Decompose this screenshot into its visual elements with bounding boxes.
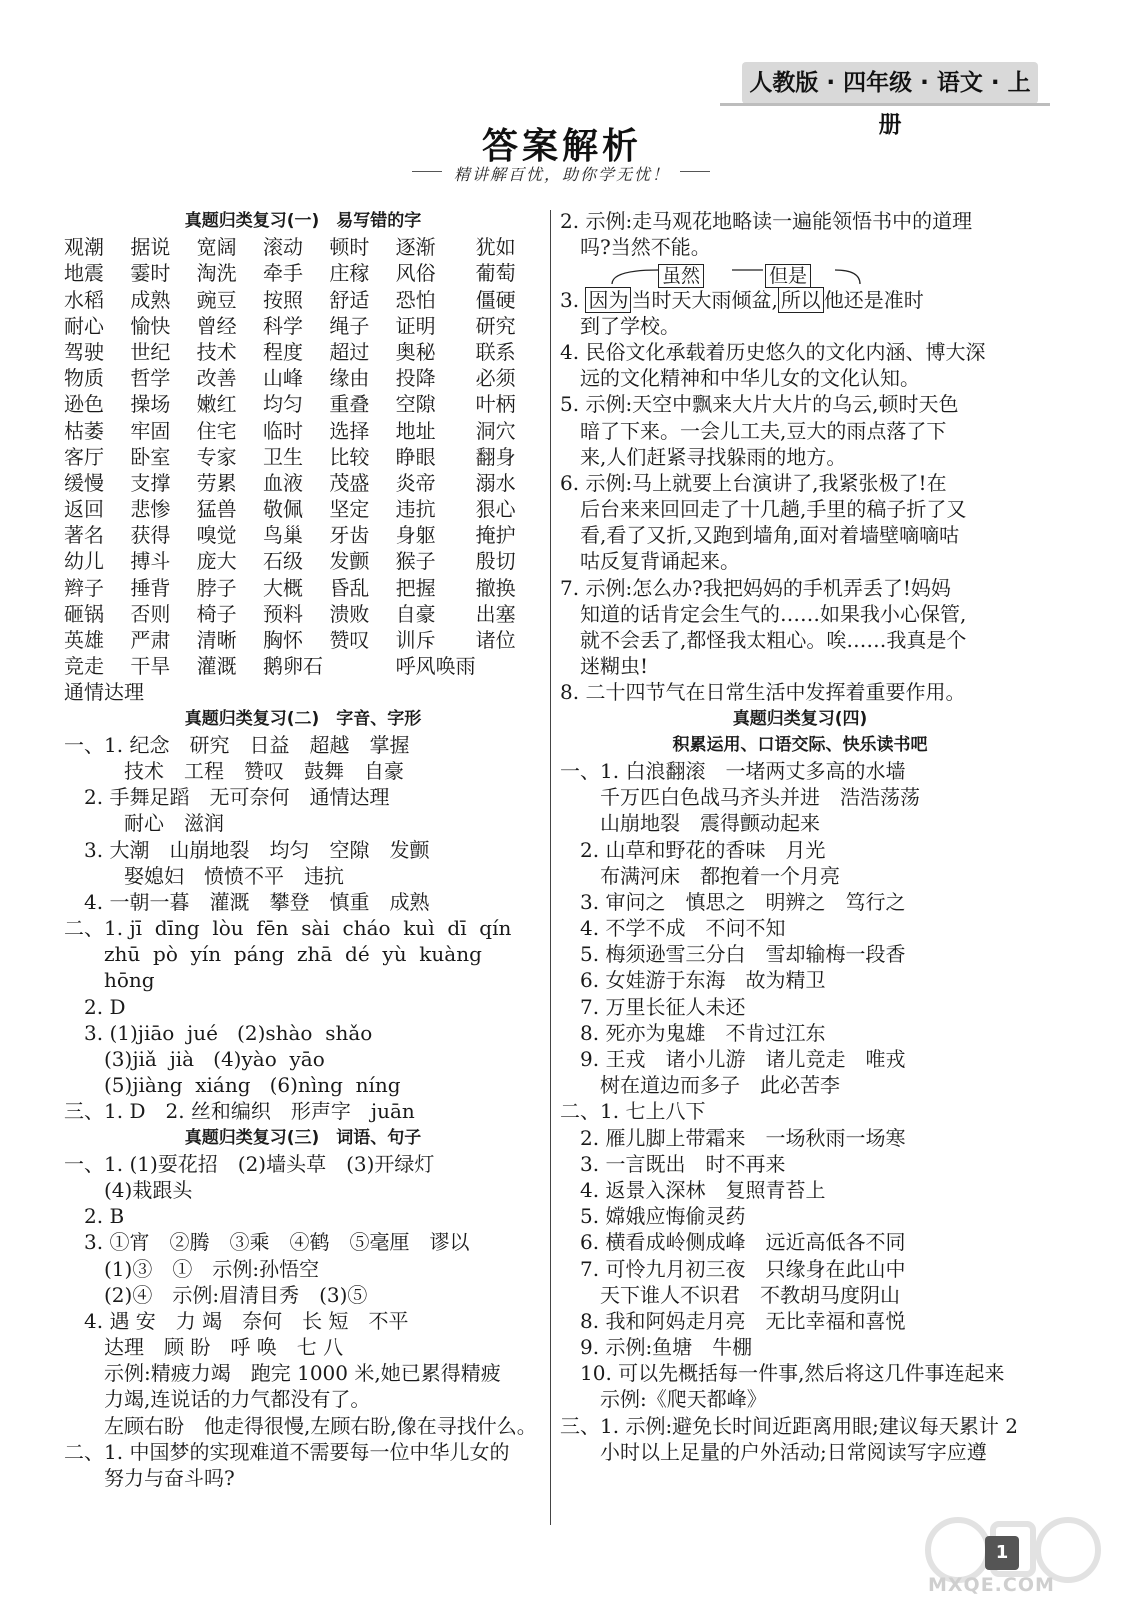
answer-line: 到了学校。	[560, 313, 680, 338]
answer-line: 4. 遇 安 力 竭 奈何 长 短 不平	[64, 1308, 409, 1333]
word-cell: 血液	[263, 470, 303, 495]
word-grid	[64, 234, 542, 679]
answer-line: 9. 示例:鱼塘 牛棚	[560, 1335, 753, 1360]
answer-line: 4. 不学不成 不问不知	[560, 916, 786, 941]
section-4-answers	[560, 758, 1040, 1465]
word-cell: 撤换	[475, 575, 516, 600]
answer-line: 2. 手舞足蹈 无可奈何 通情达理	[64, 785, 390, 810]
answer-line: 二、1. 七上八下	[560, 1099, 706, 1124]
left-column	[64, 208, 542, 1491]
word-cell: 成熟	[130, 287, 171, 312]
word-cell: 大概	[263, 575, 303, 600]
word-cell: 干旱	[130, 654, 171, 679]
word-cell: 耐心	[64, 313, 104, 338]
word-cell: 鹅卵石	[263, 654, 323, 679]
word-cell: 科学	[263, 313, 303, 338]
word-cell: 顿时	[329, 235, 370, 260]
word-cell: 程度	[263, 339, 303, 364]
word-cell: 比较	[329, 444, 370, 469]
conjunction-label-1: 虽然	[658, 264, 704, 288]
word-cell: 叶柄	[475, 392, 516, 417]
word-cell: 住宅	[196, 418, 237, 443]
word-cell: 犹如	[475, 235, 516, 260]
word-cell: 搏斗	[130, 549, 171, 574]
word-cell: 绳子	[329, 313, 370, 338]
section-heading-4: 真题归类复习(四)	[732, 708, 868, 729]
word-cell: 竞走	[64, 654, 104, 679]
page-title: 答案解析	[481, 126, 642, 167]
word-cell	[329, 653, 395, 679]
answer-line: 二、1. 中国梦的实现难道不需要每一位中华儿女的	[64, 1439, 510, 1464]
word-cell: 宽阔	[196, 235, 237, 260]
word-cell: 按照	[263, 287, 303, 312]
answer-line: 6. 女娃游于东海 故为精卫	[560, 968, 826, 993]
word-cell: 霎时	[130, 261, 171, 286]
word-cell: 僵硬	[475, 287, 516, 312]
word-cell: 呼风唤雨	[395, 654, 476, 679]
answer-line: 一、1. (1)耍花招 (2)墙头草 (3)开绿灯	[64, 1151, 435, 1176]
watermark-text: MXQE.COM	[928, 1574, 1055, 1596]
answer-line: 2. 雁儿脚上带霜来 一场秋雨一场寒	[560, 1125, 906, 1150]
word-cell: 获得	[130, 523, 171, 548]
word-cell: 临时	[263, 418, 303, 443]
word-cell: 脖子	[196, 575, 237, 600]
answer-line: 4. 返景入深林 复照青苔上	[560, 1177, 826, 1202]
answer-line: 3. 审问之 慎思之 明辨之 笃行之	[560, 889, 906, 914]
word-cell: 嫩红	[196, 392, 237, 417]
answer-line: 示例:《爬天都峰》	[560, 1387, 767, 1412]
word-cell: 发颤	[329, 549, 370, 574]
word-cell: 豌豆	[196, 287, 237, 312]
section-heading-4-subtitle: 积累运用、口语交际、快乐读书吧	[672, 734, 928, 755]
sentence-middle: 当时天大雨倾盆,	[631, 287, 778, 312]
word-cell: 清晰	[196, 628, 237, 652]
word-cell: 洞穴	[475, 418, 516, 443]
answer-line: (3)jiǎ jià (4)yào yāo	[64, 1047, 325, 1071]
word-cell: 椅子	[196, 601, 237, 626]
section-heading-3: 真题归类复习(三) 词语、句子	[184, 1127, 422, 1148]
answer-line: 6. 示例:马上就要上台演讲了,我紧张极了!在	[560, 470, 947, 495]
word-cell: 猴子	[395, 549, 436, 574]
word-cell: 愉快	[130, 313, 171, 338]
word-cell: 猛兽	[196, 497, 237, 522]
answer-line: 咕反复背诵起来。	[560, 549, 740, 574]
word-cell: 昏乱	[329, 575, 370, 600]
word-cell: 风俗	[395, 261, 436, 286]
word-cell: 重叠	[329, 392, 370, 417]
word-cell: 炎帝	[395, 470, 436, 495]
answer-line: 远的文化精神和中华儿女的文化认知。	[560, 366, 920, 391]
word-cell: 狠心	[475, 497, 516, 522]
word-cell: 捶背	[130, 575, 171, 600]
sentence-tail: 他还是准时	[823, 287, 924, 312]
word-cell: 证明	[395, 313, 436, 338]
header-rule	[720, 103, 1050, 106]
answer-line: 8. 我和阿妈走月亮 无比幸福和喜悦	[560, 1308, 906, 1333]
column-divider	[550, 210, 551, 1525]
answer-line: 布满河床 都抱着一个月亮	[560, 863, 840, 888]
answer-line: 2. 山草和野花的香味 月光	[560, 837, 826, 862]
word-cell: 石级	[263, 549, 303, 574]
word-cell: 枯萎	[64, 418, 104, 443]
conjunction-labels	[560, 260, 1040, 286]
word-cell: 溺水	[475, 470, 516, 495]
word-cell: 恐怕	[395, 287, 436, 312]
edition-tag: 人教版 · 四年级 · 语文 · 上册	[742, 62, 1038, 104]
word-cell: 专家	[196, 444, 237, 469]
word-cell: 砸锅	[64, 601, 104, 626]
answer-line: 2. 示例:走马观花地略读一遍能领悟书中的道理	[560, 209, 973, 233]
answer-line: 10. 可以先概括每一件事,然后将这几件事连起来	[560, 1361, 1005, 1386]
word-cell: 山峰	[263, 366, 303, 391]
word-cell	[476, 653, 542, 679]
word-cell: 葡萄	[475, 261, 516, 286]
word-cell: 坚定	[329, 497, 370, 522]
answer-line: (1)③ ① 示例:孙悟空	[64, 1256, 320, 1281]
answer-line: 看,看了又折,又跑到墙角,面对着墙壁嘀嘀咕	[560, 523, 960, 548]
answer-line: 小时以上足量的户外活动;日常阅读写字应遵	[560, 1439, 987, 1464]
answer-line: 千万匹白色战马齐头并进 浩浩荡荡	[560, 785, 920, 810]
answer-line: 力竭,连说话的力气都没有了。	[64, 1387, 371, 1412]
answer-line: 耐心 滋润	[64, 811, 224, 836]
word-cell: 驾驶	[64, 339, 104, 364]
word-cell: 庞大	[196, 549, 237, 574]
boxed-word-2: 所以	[778, 287, 824, 313]
answer-line: 天下谁人不识君 不教胡马度阴山	[560, 1282, 900, 1307]
answer-line: 达理 顾 盼 呼 唤 七 八	[64, 1335, 344, 1360]
word-cell: 英雄	[64, 628, 104, 652]
word-cell: 必须	[475, 366, 516, 391]
answer-line: 一、1. 纪念 研究 日益 超越 掌握	[64, 732, 410, 757]
word-cell: 水稻	[64, 287, 104, 312]
word-cell: 哲学	[130, 366, 171, 391]
word-cell: 观潮	[64, 235, 104, 260]
word-cell: 地址	[395, 418, 436, 443]
word-cell: 超过	[329, 339, 370, 364]
answer-line: 一、1. 白浪翻滚 一堵两丈多高的水墙	[560, 758, 906, 783]
page-number: 1	[985, 1536, 1019, 1570]
word-cell: 客厅	[64, 444, 104, 469]
word-cell: 庄稼	[329, 261, 370, 286]
grid-tail: 通情达理	[64, 680, 144, 705]
answer-line: 7. 可怜九月初三夜 只缘身在此山中	[560, 1256, 906, 1281]
word-cell: 牙齿	[329, 523, 370, 548]
word-cell: 鸟巢	[263, 523, 303, 548]
word-cell: 敬佩	[263, 497, 303, 522]
answer-line: 7. 万里长征人未还	[560, 994, 746, 1019]
answer-line: 4. 一朝一暮 灌溉 攀登 慎重 成熟	[64, 889, 430, 914]
answer-line: 8. 二十四节气在日常生活中发挥着重要作用。	[560, 680, 966, 705]
tagline-rule-right	[680, 171, 710, 172]
word-cell: 空隙	[395, 392, 436, 417]
answer-line: 8. 死亦为鬼雄 不肯过江东	[560, 1020, 826, 1045]
answer-line: 三、1. 示例:避免长时间近距离用眼;建议每天累计 2	[560, 1413, 1018, 1438]
conjunction-sentence	[560, 287, 1040, 313]
answer-line: 4. 民俗文化承载着历史悠久的文化内涵、博大深	[560, 339, 986, 364]
word-cell: 掩护	[475, 523, 516, 548]
right-column	[560, 208, 1040, 1465]
answer-line: 就不会丢了,都怪我太粗心。唉……我真是个	[560, 628, 967, 652]
word-cell: 操场	[130, 392, 171, 417]
answer-line: (4)栽跟头	[64, 1177, 193, 1202]
word-cell: 严肃	[130, 628, 171, 652]
word-cell: 诸位	[475, 628, 516, 652]
word-cell: 舒适	[329, 287, 370, 312]
tagline: 精讲解百忧，助你学无忧！	[453, 165, 670, 184]
word-cell: 曾经	[196, 313, 237, 338]
answer-line: 7. 示例:怎么办?我把妈妈的手机弄丢了!妈妈	[560, 575, 951, 600]
section-heading-1: 真题归类复习(一) 易写错的字	[184, 211, 422, 231]
word-cell: 均匀	[263, 392, 303, 417]
answer-line: 5. 梅须逊雪三分白 雪却输梅一段香	[560, 942, 906, 967]
word-cell: 辫子	[64, 575, 104, 600]
item-number: 3.	[560, 287, 586, 312]
conjunction-label-2: 但是	[765, 264, 811, 288]
answer-line: 2. D	[64, 994, 126, 1019]
word-cell: 预料	[263, 601, 303, 626]
word-cell: 幼儿	[64, 549, 104, 574]
answer-line: 示例:精疲力竭 跑完 1000 米,她已累得精疲	[64, 1361, 501, 1386]
answer-line: (2)④ 示例:眉清目秀 (3)⑤	[64, 1282, 368, 1307]
word-cell: 溃败	[329, 601, 370, 626]
word-cell: 赞叹	[329, 628, 370, 652]
answer-line: 5. 示例:天空中飘来大片大片的乌云,顿时天色	[560, 392, 959, 417]
word-cell: 物质	[64, 366, 104, 391]
boxed-word-1: 因为	[585, 287, 631, 313]
word-cell: 缘由	[329, 366, 370, 391]
word-cell: 悲惨	[130, 497, 171, 522]
answer-line: hōng	[64, 968, 155, 993]
answer-line: 三、1. D 2. 丝和编织 形声字 juān	[64, 1099, 415, 1124]
answer-line: 技术 工程 赞叹 鼓舞 自豪	[64, 758, 404, 783]
word-cell: 胸怀	[263, 628, 303, 652]
answer-line: 3. 大潮 山崩地裂 均匀 空隙 发颤	[64, 837, 430, 862]
word-cell: 返回	[64, 497, 104, 522]
word-cell: 选择	[329, 418, 370, 443]
word-cell: 茂盛	[329, 470, 370, 495]
word-cell: 地震	[64, 261, 104, 286]
word-cell: 著名	[64, 523, 104, 548]
right-middle-answers	[560, 313, 1040, 706]
answer-line: 迷糊虫!	[560, 654, 649, 679]
word-cell: 出塞	[475, 601, 516, 626]
word-cell: 劳累	[196, 470, 237, 495]
word-cell: 卫生	[263, 444, 303, 469]
word-cell: 缓慢	[64, 470, 104, 495]
word-cell: 研究	[475, 313, 516, 338]
section-3-answers	[64, 1151, 542, 1491]
section-heading-2: 真题归类复习(二) 字音、字形	[184, 708, 422, 729]
answer-line: 5. 嫦娥应悔偷灵药	[560, 1204, 746, 1229]
answer-line: 来,人们赶紧寻找躲雨的地方。	[560, 444, 847, 469]
answer-line: 后台来来回回走了十几趟,手里的稿子折了又	[560, 497, 967, 522]
answer-line: 树在道边而多子 此必苦李	[560, 1073, 840, 1098]
answer-line: 3. (1)jiāo jué (2)shào shǎo	[64, 1020, 373, 1045]
word-cell: 奥秘	[395, 339, 436, 364]
word-cell: 世纪	[130, 339, 171, 364]
word-cell: 逐渐	[395, 235, 436, 260]
word-cell: 违抗	[395, 497, 436, 522]
answer-line: 暗了下来。一会儿工夫,豆大的雨点落了下	[560, 418, 947, 443]
answer-line: 3. 一言既出 时不再来	[560, 1151, 786, 1176]
answer-line: 6. 横看成岭侧成峰 远近高低各不同	[560, 1230, 906, 1255]
word-cell: 殷切	[475, 549, 516, 574]
word-cell: 技术	[196, 339, 237, 364]
word-cell: 训斥	[395, 628, 436, 652]
word-cell: 身躯	[395, 523, 436, 548]
word-cell: 翻身	[475, 444, 516, 469]
word-cell: 据说	[130, 235, 171, 260]
word-cell: 淘洗	[196, 261, 237, 286]
answer-line: (5)jiàng xiáng (6)nìng níng	[64, 1073, 401, 1098]
answer-line: zhū pò yín páng zhā dé yù kuàng	[64, 942, 482, 967]
answer-line: 2. B	[64, 1204, 125, 1229]
word-cell: 否则	[130, 601, 171, 626]
answer-line: 努力与奋斗吗?	[64, 1466, 235, 1490]
answer-line: 左顾右盼 他走得很慢,左顾右盼,像在寻找什么。	[64, 1413, 537, 1438]
answer-line: 3. ①宵 ②腾 ③乘 ④鹤 ⑤毫厘 谬以	[64, 1230, 470, 1255]
word-cell: 逊色	[64, 392, 104, 417]
answer-line: 9. 王戎 诸小儿游 诸儿竞走 唯戎	[560, 1047, 906, 1071]
section-2-answers	[64, 732, 542, 1125]
answer-line: 娶媳妇 愤愤不平 违抗	[64, 863, 344, 888]
answer-line: 山崩地裂 震得颤动起来	[560, 811, 820, 836]
answer-line: 吗?当然不能。	[560, 235, 711, 260]
word-cell: 支撑	[130, 470, 171, 495]
word-cell: 自豪	[395, 601, 436, 626]
word-cell: 改善	[196, 366, 237, 391]
word-cell: 牢固	[130, 418, 171, 443]
word-cell: 投降	[395, 366, 436, 391]
answer-line: 二、1. jī dīng lòu fēn sài cháo kuì dī qín	[64, 916, 512, 941]
word-cell: 牵手	[263, 261, 303, 286]
word-cell: 卧室	[130, 444, 171, 469]
word-cell: 灌溉	[196, 654, 237, 679]
answer-line: 知道的话肯定会生气的……如果我小心保管,	[560, 601, 967, 626]
word-cell: 滚动	[263, 235, 303, 260]
word-cell: 联系	[475, 339, 516, 364]
word-cell: 嗅觉	[196, 523, 237, 548]
right-top-answers	[560, 208, 1040, 260]
word-cell: 把握	[395, 575, 436, 600]
word-cell: 睁眼	[395, 444, 436, 469]
